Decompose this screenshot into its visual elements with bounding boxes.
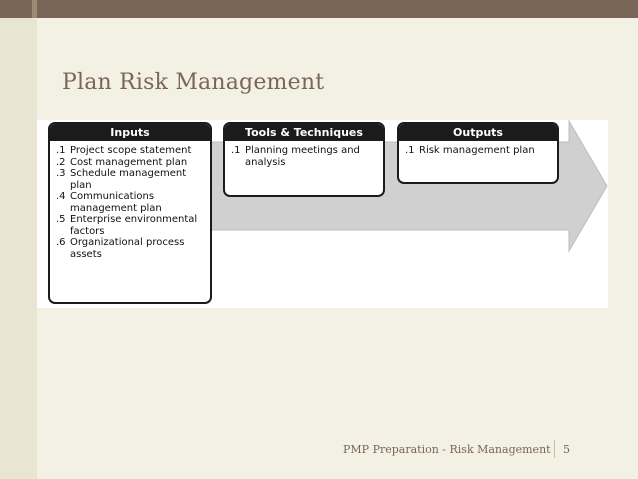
tools-list	[225, 141, 383, 168]
top-bar-accent	[32, 0, 37, 18]
outputs-list	[399, 141, 557, 157]
list-item: .1 Project scope statement	[56, 145, 192, 156]
list-item: .5 Enterprise environmental factors	[56, 214, 198, 237]
footer-text: PMP Preparation - Risk Management	[343, 443, 551, 456]
top-bar	[0, 0, 638, 18]
list-item: .1 Planning meetings and analysis	[231, 145, 360, 168]
outputs-header: Outputs	[399, 124, 557, 141]
side-strip	[0, 18, 37, 479]
page-number: 5	[563, 443, 570, 456]
footer-divider	[554, 440, 555, 458]
inputs-list	[50, 141, 210, 260]
inputs-header: Inputs	[50, 124, 210, 141]
inputs-panel	[48, 122, 212, 304]
tools-panel	[223, 122, 385, 197]
list-item: .6 Organizational process assets	[56, 237, 185, 260]
outputs-panel	[397, 122, 559, 184]
list-item: .3 Schedule management plan	[56, 168, 187, 191]
list-item: .1 Risk management plan	[405, 145, 535, 156]
slide-title: Plan Risk Management	[62, 70, 325, 95]
list-item: .4 Communications management plan	[56, 191, 162, 214]
list-item: .2 Cost management plan	[56, 156, 188, 168]
process-diagram	[37, 120, 608, 308]
tools-header: Tools & Techniques	[225, 124, 383, 141]
